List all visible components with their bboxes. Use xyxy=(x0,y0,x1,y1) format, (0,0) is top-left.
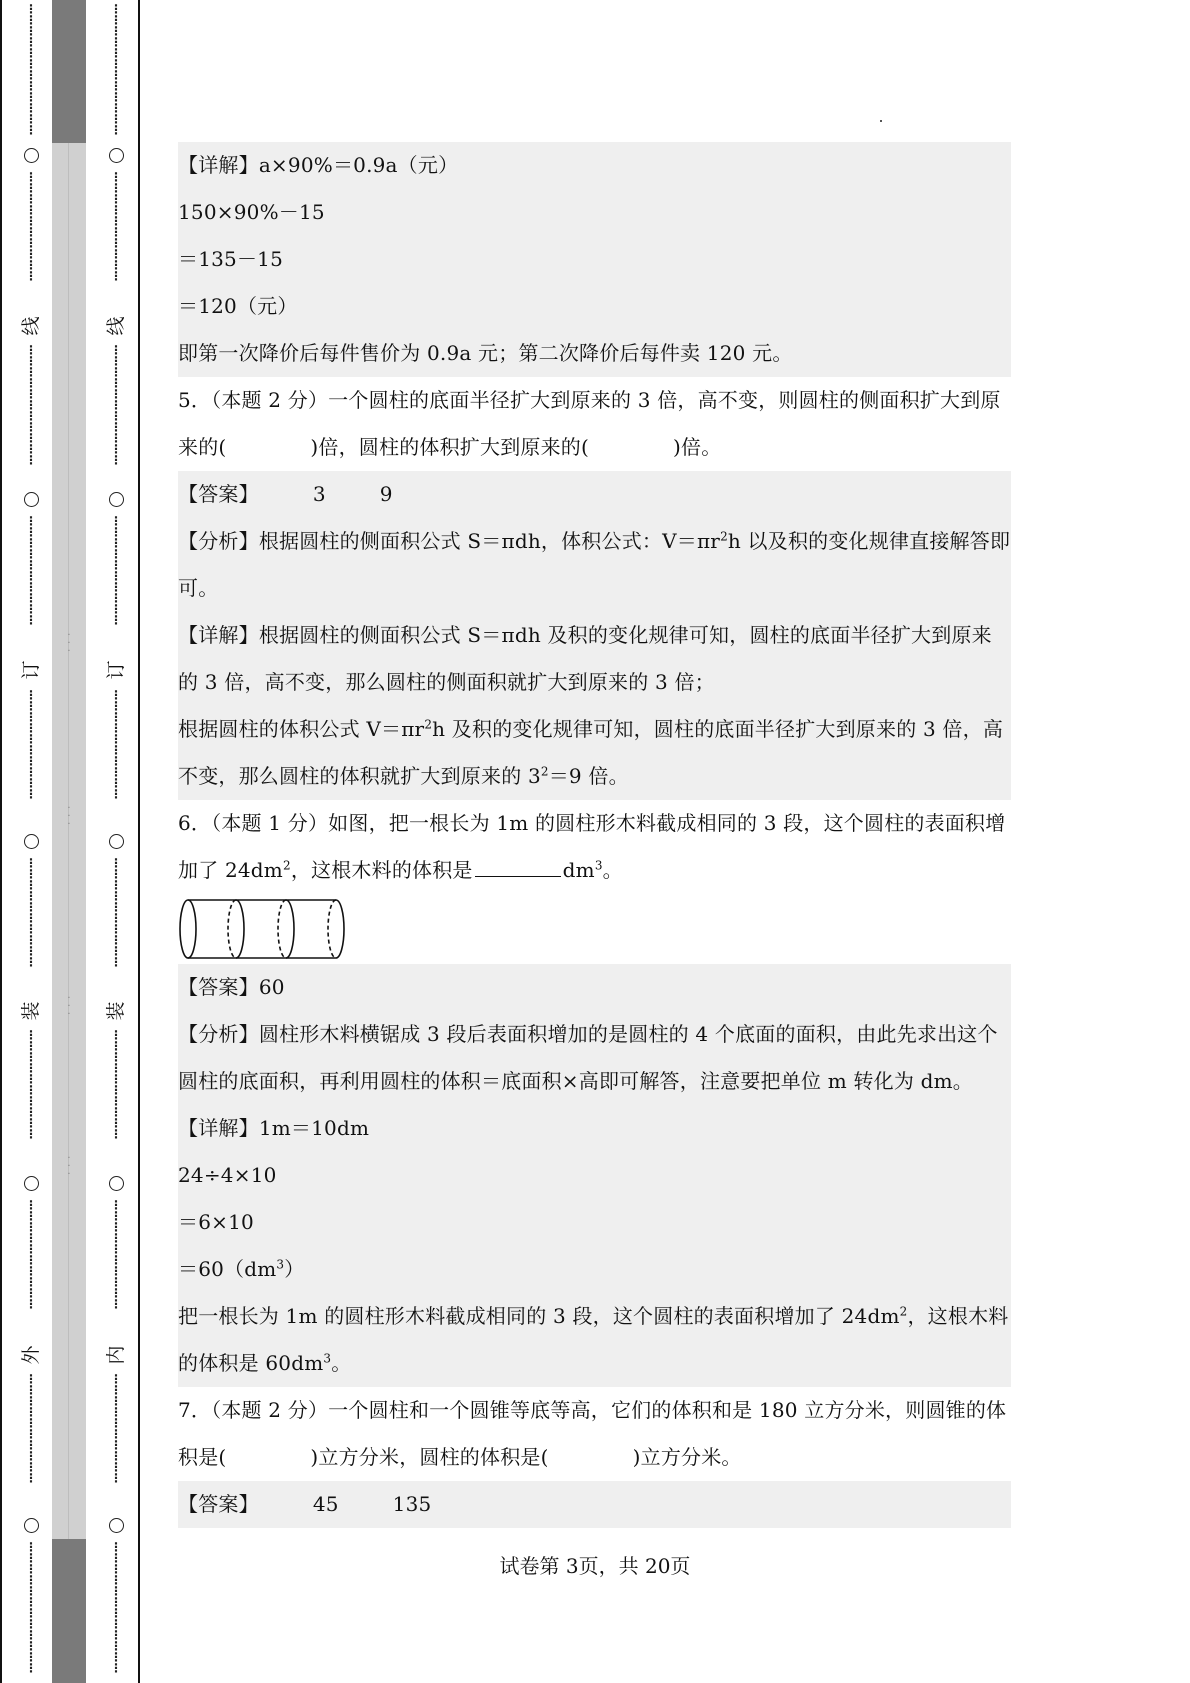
q5-solution-block xyxy=(178,471,1011,800)
superscript: 2 xyxy=(540,764,549,779)
calc-line: 24÷4×10 xyxy=(178,1163,277,1187)
seal-label-pack: 装 xyxy=(105,1001,127,1021)
gray-band-guide xyxy=(68,143,69,1539)
dot-segment: ⋮ ⋮ ⋮ ⋮ ⋮ ⋮ ⋮ ⋮ ⋮ ⋮ xyxy=(25,688,37,801)
detail-line xyxy=(178,612,1011,659)
answer-tag: 【答案】 xyxy=(178,975,259,999)
detail-tag: 【详解】 xyxy=(178,623,259,647)
analysis-line: 圆柱的底面积，再利用圆柱的体积＝底面积×高即可解答，注意要把单位 m 转化为 dm。 xyxy=(178,1069,973,1093)
circle-mark xyxy=(109,492,124,507)
detail-text: ＝9 倍。 xyxy=(548,764,629,788)
question-5 xyxy=(178,377,1011,471)
page-footer: 试卷第 3页，共 20页 xyxy=(499,1554,691,1578)
band-mark: · · · xyxy=(67,1153,71,1180)
dot-segment: ⋮ ⋮ ⋮ ⋮ ⋮ ⋮ ⋮ ⋮ ⋮ ⋮ xyxy=(110,1198,122,1311)
question-text: 7．（本题 2 分）一个圆柱和一个圆锥等底等高，它们的体积和是 180 立方分米，则圆锥的体 xyxy=(178,1398,1007,1422)
superscript: 2 xyxy=(282,858,291,873)
margin-border-right xyxy=(138,0,140,1683)
answer-value: 135 xyxy=(392,1492,432,1516)
page-content xyxy=(178,142,1011,1528)
superscript: 3 xyxy=(276,1257,285,1272)
detail-text: ） xyxy=(284,1257,305,1281)
band-mark: · · · xyxy=(67,630,71,657)
calc-line: 150×90%－15 xyxy=(178,200,325,224)
analysis-text: h 以及积的变化规律直接解答即 xyxy=(727,529,1011,553)
dot-segment: ⋮ ⋮ ⋮ ⋮ ⋮ ⋮ ⋮ ⋮ ⋮ ⋮ ⋮ xyxy=(110,343,122,467)
question-text xyxy=(178,424,1011,471)
superscript: 2 xyxy=(424,717,433,732)
fill-in-blank xyxy=(475,854,561,877)
dot-segment: ⋮ ⋮ ⋮ ⋮ ⋮ ⋮ ⋮ ⋮ ⋮ ⋮ xyxy=(25,856,37,969)
question-text-part: 加了 24dm xyxy=(178,858,283,882)
analysis-text: 圆柱形木料横锯成 3 段后表面积增加的是圆柱的 4 个底面的面积，由此先求出这个 xyxy=(258,1022,998,1046)
analysis-line xyxy=(178,518,1011,565)
answer-line xyxy=(178,964,1011,1011)
circle-mark xyxy=(24,1518,39,1533)
circle-mark xyxy=(24,1176,39,1191)
superscript: 2 xyxy=(899,1304,908,1319)
seal-label-pack: 装 xyxy=(20,1001,42,1021)
question-text xyxy=(178,1434,1011,1481)
detail-line xyxy=(178,706,1011,753)
question-text xyxy=(178,847,1011,894)
detail-text: ，这根木料 xyxy=(907,1304,1009,1328)
superscript: 2 xyxy=(720,529,728,544)
dot-segment: ⋮ ⋮ ⋮ ⋮ ⋮ ⋮ ⋮ ⋮ ⋮ ⋮ xyxy=(110,1372,122,1485)
conclusion-line xyxy=(178,1293,1011,1340)
dot-segment: ⋮ ⋮ ⋮ ⋮ ⋮ ⋮ ⋮ ⋮ ⋮ ⋮ xyxy=(110,514,122,627)
calc-line: ＝6×10 xyxy=(178,1210,254,1234)
circle-mark xyxy=(24,492,39,507)
answer-tag: 【答案】 xyxy=(178,482,259,506)
detail-text: 根据圆柱的侧面积公式 S＝πdh 及积的变化规律可知，圆柱的底面半径扩大到原来 xyxy=(258,623,992,647)
question-6 xyxy=(178,800,1011,964)
superscript: 3 xyxy=(594,858,603,873)
margin-border-left xyxy=(0,0,2,1683)
circle-mark xyxy=(24,834,39,849)
answer-value: 3 xyxy=(312,482,326,506)
circle-mark xyxy=(24,148,39,163)
dot-segment: ⋮ ⋮ ⋮ ⋮ ⋮ ⋮ ⋮ ⋮ ⋮ ⋮ xyxy=(25,514,37,627)
cylinder-figure xyxy=(178,894,1011,964)
dot-segment: ⋮ ⋮ ⋮ ⋮ ⋮ ⋮ ⋮ ⋮ ⋮ ⋮ ⋮ ⋮ xyxy=(110,1540,122,1675)
dot-segment: ⋮ ⋮ ⋮ ⋮ ⋮ ⋮ ⋮ ⋮ ⋮ ⋮ xyxy=(110,170,122,283)
detail-line xyxy=(178,1105,1011,1152)
detail-line xyxy=(178,142,1011,189)
header-dot xyxy=(880,120,882,122)
answer-tag: 【答案】 xyxy=(178,1492,259,1516)
answer-line xyxy=(178,1481,1011,1528)
conclusion-line: 即第一次降价后每件售价为 0.9a 元；第二次降价后每件卖 120 元。 xyxy=(178,341,793,365)
dot-segment: ⋮ ⋮ ⋮ ⋮ ⋮ ⋮ ⋮ ⋮ ⋮ ⋮ xyxy=(25,1198,37,1311)
calc-line: ＝120（元） xyxy=(178,294,298,318)
question-text-part: )倍。 xyxy=(673,435,722,459)
dot-segment: ⋮ ⋮ ⋮ ⋮ ⋮ ⋮ ⋮ ⋮ ⋮ ⋮ ⋮ ⋮ xyxy=(110,2,122,137)
dot-segment: ⋮ ⋮ ⋮ ⋮ ⋮ ⋮ ⋮ ⋮ ⋮ ⋮ xyxy=(110,1028,122,1141)
circle-mark xyxy=(109,148,124,163)
answer-value: 9 xyxy=(379,482,393,506)
seal-label-bind: 订 xyxy=(20,660,42,680)
cylinder-cut-diagram xyxy=(178,898,354,960)
circle-mark xyxy=(109,1176,124,1191)
detail-line xyxy=(178,753,1011,800)
detail-tag: 【详解】 xyxy=(178,153,259,177)
detail-tag: 【详解】 xyxy=(178,1116,259,1140)
circle-mark xyxy=(109,1518,124,1533)
question-text-part: )倍，圆柱的体积扩大到原来的( xyxy=(310,435,590,459)
detail-text: 把一根长为 1m 的圆柱形木料截成相同的 3 段，这个圆柱的表面积增加了 24dm xyxy=(178,1304,900,1328)
detail-text: h 及积的变化规律可知，圆柱的底面半径扩大到原来的 3 倍，高 xyxy=(432,717,1004,741)
answer-value: 60 xyxy=(258,975,285,999)
question-text-part: )立方分米。 xyxy=(632,1445,742,1469)
question-text-part: 。 xyxy=(602,858,623,882)
question-7 xyxy=(178,1387,1011,1481)
dot-segment: ⋮ ⋮ ⋮ ⋮ ⋮ ⋮ ⋮ ⋮ ⋮ ⋮ ⋮ ⋮ xyxy=(25,1540,37,1675)
outer-seal-column xyxy=(16,0,46,1683)
dot-segment: ⋮ ⋮ ⋮ ⋮ ⋮ ⋮ ⋮ ⋮ ⋮ ⋮ ⋮ xyxy=(25,343,37,467)
gray-band-top xyxy=(52,0,86,143)
seal-label-line: 线 xyxy=(105,316,127,336)
dot-segment: ⋮ ⋮ ⋮ ⋮ ⋮ ⋮ ⋮ ⋮ ⋮ ⋮ ⋮ ⋮ xyxy=(25,2,37,137)
conclusion-line xyxy=(178,1340,1011,1387)
detail-text: 不变，那么圆柱的体积就扩大到原来的 3 xyxy=(178,764,541,788)
dot-segment: ⋮ ⋮ ⋮ ⋮ ⋮ ⋮ ⋮ ⋮ ⋮ ⋮ xyxy=(25,1372,37,1485)
detail-text: 的体积是 60dm xyxy=(178,1351,324,1375)
analysis-line xyxy=(178,1011,1011,1058)
detail-text: 根据圆柱的体积公式 V＝πr xyxy=(178,717,425,741)
analysis-text: 根据圆柱的侧面积公式 S＝πdh，体积公式：V＝πr xyxy=(258,529,721,553)
detail-line: 的 3 倍，高不变，那么圆柱的侧面积就扩大到原来的 3 倍； xyxy=(178,670,715,694)
calc-line xyxy=(178,1246,1011,1293)
detail-text: a×90%＝0.9a（元） xyxy=(258,153,459,177)
superscript: 3 xyxy=(323,1351,332,1366)
calc-line: ＝135－15 xyxy=(178,247,284,271)
band-mark: · · · xyxy=(67,993,71,1020)
question-text-part: 积是( xyxy=(178,1445,227,1469)
analysis-line: 可。 xyxy=(178,576,219,600)
dot-segment: ⋮ ⋮ ⋮ ⋮ ⋮ ⋮ ⋮ ⋮ ⋮ ⋮ xyxy=(25,1028,37,1141)
seal-label-bind: 订 xyxy=(105,660,127,680)
band-mark: · · · xyxy=(67,803,71,830)
question-text-part: )立方分米，圆柱的体积是( xyxy=(310,1445,549,1469)
analysis-tag: 【分析】 xyxy=(178,529,259,553)
analysis-tag: 【分析】 xyxy=(178,1022,259,1046)
binding-margin xyxy=(0,0,142,1683)
seal-label-line: 线 xyxy=(20,316,42,336)
question-text-part: dm xyxy=(562,858,595,882)
detail-text: 1m＝10dm xyxy=(258,1116,370,1140)
detail-text: ＝60（dm xyxy=(178,1257,277,1281)
seal-label-outer: 外 xyxy=(20,1345,42,1365)
detail-text: 。 xyxy=(331,1351,352,1375)
seal-label-inner: 内 xyxy=(105,1345,127,1365)
question-text-part: 来的( xyxy=(178,435,227,459)
q4-detail-block xyxy=(178,142,1011,377)
inner-seal-column xyxy=(101,0,131,1683)
question-text: 6．（本题 1 分）如图，把一根长为 1m 的圆柱形木料截成相同的 3 段，这个圆柱的表面积增 xyxy=(178,811,1006,835)
dot-segment: ⋮ ⋮ ⋮ ⋮ ⋮ ⋮ ⋮ ⋮ ⋮ ⋮ xyxy=(110,856,122,969)
dot-segment: ⋮ ⋮ ⋮ ⋮ ⋮ ⋮ ⋮ ⋮ ⋮ ⋮ xyxy=(25,170,37,283)
question-text-part: ，这根木料的体积是 xyxy=(290,858,473,882)
answer-value: 45 xyxy=(312,1492,339,1516)
answer-line xyxy=(178,471,1011,518)
question-text: 5．（本题 2 分）一个圆柱的底面半径扩大到原来的 3 倍，高不变，则圆柱的侧面积扩大到原 xyxy=(178,388,1001,412)
gray-band xyxy=(52,0,86,1683)
q6-solution-block xyxy=(178,964,1011,1387)
dot-segment: ⋮ ⋮ ⋮ ⋮ ⋮ ⋮ ⋮ ⋮ ⋮ ⋮ xyxy=(110,688,122,801)
q7-solution-block xyxy=(178,1481,1011,1528)
circle-mark xyxy=(109,834,124,849)
